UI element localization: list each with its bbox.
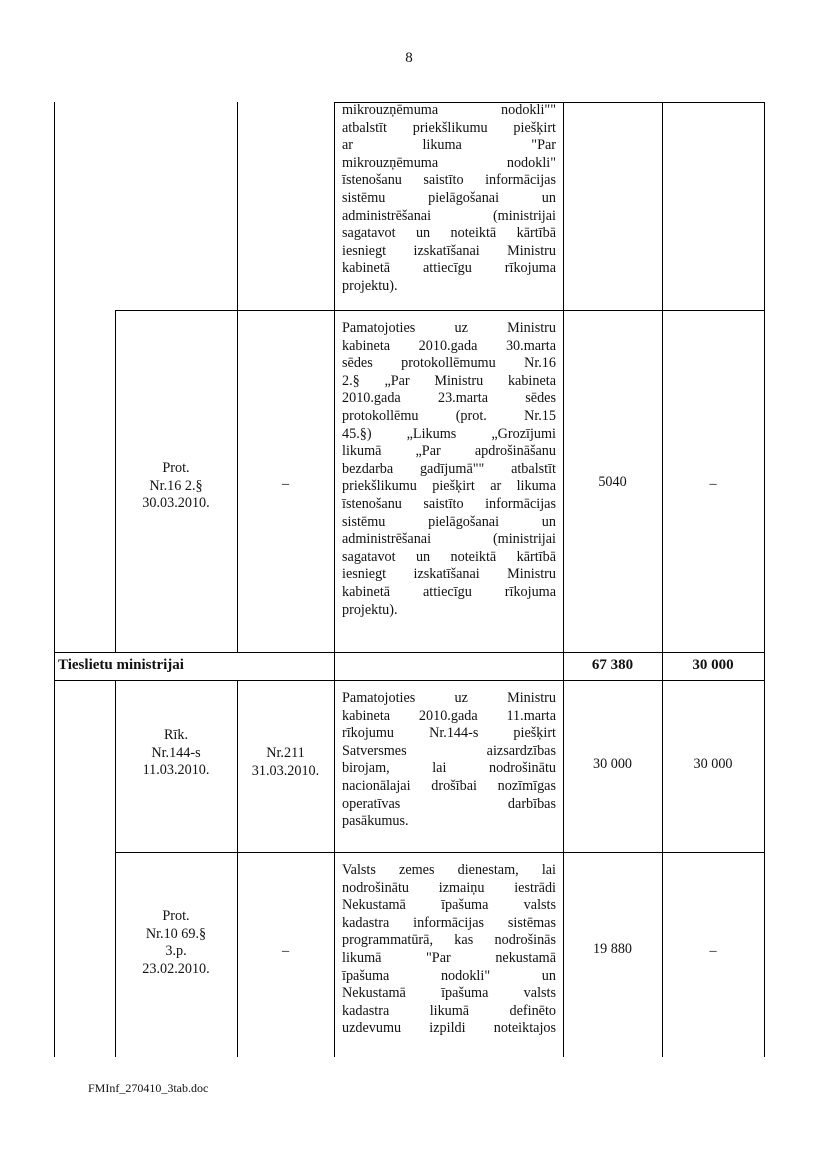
- row-1-amount-2: –: [709, 476, 717, 492]
- row-3-description: [342, 690, 556, 831]
- desc-line: Pamatojoties uz Ministru: [342, 690, 556, 706]
- decision-line: Prot.: [162, 460, 190, 476]
- row-4-ref: –: [281, 943, 290, 959]
- row-1-description: [342, 320, 556, 619]
- desc-line: birojam, lai nodrošinātu: [342, 760, 556, 777]
- row-4-amount-2: –: [709, 943, 717, 959]
- desc-line: kabineta 2010.gada 11.marta: [342, 707, 556, 724]
- decision-line: 11.03.2010.: [142, 762, 210, 779]
- ministry-total-1: 67 380: [591, 657, 634, 673]
- desc-line: 45.§) „Likums „Grozījumi: [342, 425, 556, 442]
- desc-line: nodrošinātu izmaiņu iestrādi: [342, 879, 556, 896]
- desc-line: kabinetā attiecīgu rīkojuma: [342, 583, 556, 600]
- column-divider-4: [563, 102, 564, 1057]
- decision-line: Nr.10 69.§: [145, 925, 207, 942]
- page-number: 8: [405, 50, 413, 66]
- desc-line: programmatūrā, kas nodrošinās: [342, 932, 556, 949]
- desc-line: īpašuma nodokli" un: [342, 967, 556, 984]
- desc-line: īstenošanu saistīto informācijas: [342, 172, 556, 189]
- table-left-border: [54, 102, 55, 1057]
- row-divider-1: [115, 310, 764, 311]
- desc-line: sistēmu pielāgošanai un: [342, 189, 556, 206]
- decision-line: Nr.144-s: [151, 744, 201, 761]
- desc-line: sēdes protokollēmumu Nr.16: [342, 355, 556, 372]
- row-divider-2: [54, 652, 764, 653]
- footer-filename: FMInf_270410_3tab.doc: [88, 1081, 209, 1095]
- desc-line: Pamatojoties uz Ministru: [342, 320, 556, 336]
- row-1-amount-1: 5040: [598, 474, 627, 490]
- desc-line: Satversmes aizsardzības: [342, 742, 556, 759]
- desc-line: sagatavot un noteiktā kārtībā: [342, 225, 556, 242]
- desc-line: administrēšanai (ministrijai: [342, 531, 556, 548]
- row-4-amount-1: 19 880: [592, 941, 632, 957]
- column-divider-2b: [237, 680, 238, 1057]
- desc-line: rīkojumu Nr.144-s piešķirt: [342, 725, 556, 742]
- desc-line: 2010.gada 23.marta sēdes: [342, 390, 556, 407]
- column-divider-5: [662, 102, 663, 1057]
- decision-line: Nr.16 2.§: [149, 477, 203, 494]
- row-divider-3: [54, 680, 764, 681]
- desc-line: protokollēmu (prot. Nr.15: [342, 407, 556, 424]
- decision-line: 30.03.2010.: [142, 495, 210, 512]
- ref-line: Nr.211: [266, 745, 305, 761]
- ref-line: 31.03.2010.: [251, 762, 320, 779]
- row-1-decision: [115, 460, 237, 513]
- desc-line: kadastra likumā definēto: [342, 1002, 556, 1019]
- desc-line: priekšlikumu piešķirt ar likuma: [342, 478, 556, 495]
- row-3-ref: [237, 745, 334, 780]
- row-4-description: [342, 862, 556, 1038]
- desc-line: mikrouzņēmuma nodokli": [342, 154, 556, 171]
- column-divider-2: [237, 102, 238, 652]
- desc-line: bezdarba gadījumā"" atbalstīt: [342, 460, 556, 477]
- row-0-description: [342, 102, 556, 296]
- ministry-total-2: 30 000: [692, 657, 734, 673]
- desc-line: iesniegt izskatīšanai Ministru: [342, 242, 556, 259]
- row-1-ref: –: [281, 476, 290, 492]
- desc-line: Valsts zemes dienestam, lai: [342, 862, 556, 878]
- desc-line: likumā "Par nekustamā: [342, 949, 556, 966]
- decision-line: Prot.: [162, 908, 190, 924]
- desc-line: atbalstīt priekšlikumu piešķirt: [342, 119, 556, 136]
- desc-line: kabineta 2010.gada 30.marta: [342, 337, 556, 354]
- desc-line: projektu).: [342, 277, 398, 294]
- decision-line: 23.02.2010.: [142, 960, 210, 977]
- row-divider-4: [115, 852, 764, 853]
- row-3-amount-2: 30 000: [693, 756, 733, 772]
- row-4-decision: [115, 908, 237, 978]
- row-3-amount-1: 30 000: [592, 756, 632, 772]
- desc-line: ar likuma "Par: [342, 137, 556, 154]
- desc-line: iesniegt izskatīšanai Ministru: [342, 566, 556, 583]
- ministry-name: Tieslietu ministrijai: [58, 657, 184, 673]
- desc-line: projektu).: [342, 601, 398, 618]
- desc-line: sistēmu pielāgošanai un: [342, 513, 556, 530]
- desc-line: administrēšanai (ministrijai: [342, 207, 556, 224]
- decision-line: Rīk.: [163, 727, 189, 743]
- table-right-border: [764, 102, 765, 1057]
- desc-line: uzdevumu izpildi noteiktajos: [342, 1020, 556, 1037]
- desc-line: kabinetā attiecīgu rīkojuma: [342, 260, 556, 277]
- desc-line: Nekustamā īpašuma valsts: [342, 985, 556, 1002]
- desc-line: 2.§ „Par Ministru kabineta: [342, 372, 556, 389]
- row-3-decision: [115, 727, 237, 780]
- decision-line: 3.p.: [165, 943, 187, 960]
- desc-line: pasākumus.: [342, 813, 409, 830]
- desc-line: operatīvas darbības: [342, 795, 556, 812]
- desc-line: nacionālajai drošībai nozīmīgas: [342, 777, 556, 794]
- desc-line: sagatavot un noteiktā kārtībā: [342, 548, 556, 565]
- column-divider-3: [334, 102, 335, 1057]
- desc-line: mikrouzņēmuma nodokli"": [342, 102, 556, 118]
- desc-line: Nekustamā īpašuma valsts: [342, 897, 556, 914]
- desc-line: īstenošanu saistīto informācijas: [342, 495, 556, 512]
- desc-line: likumā „Par apdrošināšanu: [342, 443, 556, 460]
- desc-line: kadastra informācijas sistēmas: [342, 914, 556, 931]
